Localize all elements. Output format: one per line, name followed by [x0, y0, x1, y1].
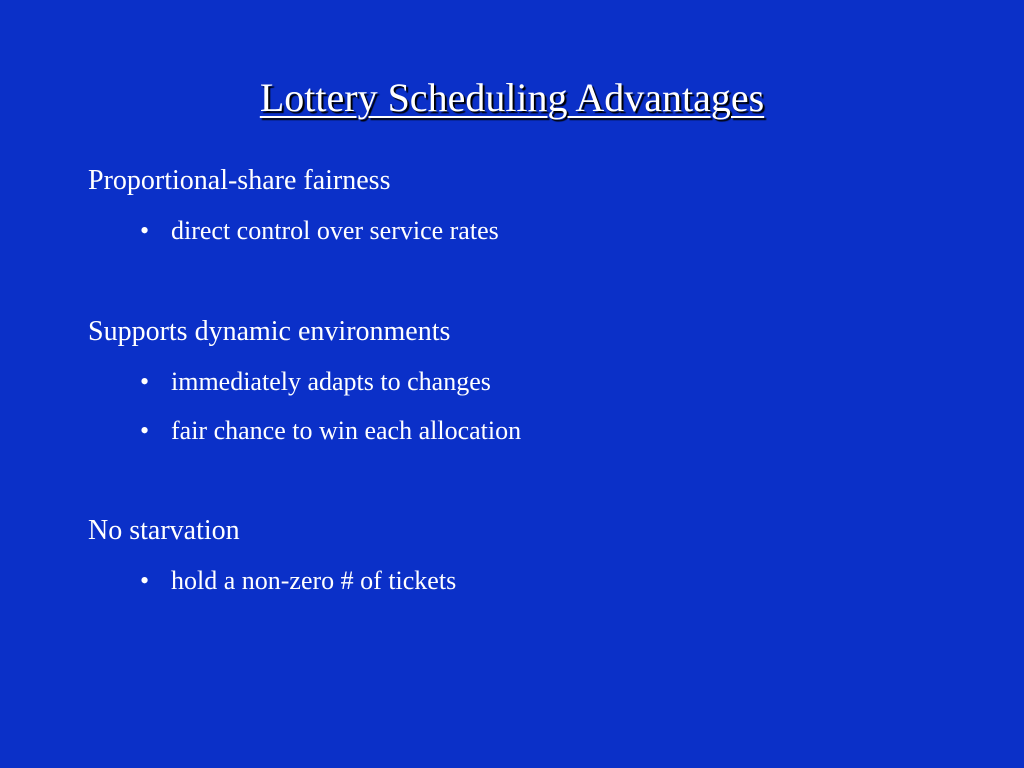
bullet-text: immediately adapts to changes — [171, 367, 491, 396]
bullet-text: fair chance to win each allocation — [171, 416, 522, 445]
bullet-item-adapts-to-changes — [140, 366, 491, 398]
bullet-text: hold a non-zero # of tickets — [171, 566, 457, 595]
bullet-icon: • — [140, 367, 150, 396]
section-heading-proportional-share: Proportional-share fairness — [88, 165, 391, 196]
section-heading-dynamic-environments: Supports dynamic environments — [88, 316, 451, 347]
section-heading-no-starvation: No starvation — [88, 515, 240, 546]
bullet-item-non-zero-tickets — [140, 565, 456, 597]
bullet-item-fair-chance — [140, 415, 521, 447]
slide-title: Lottery Scheduling Advantages — [259, 75, 765, 120]
bullet-icon: • — [140, 216, 150, 245]
bullet-text: direct control over service rates — [171, 216, 499, 245]
bullet-icon: • — [140, 416, 150, 445]
bullet-icon: • — [140, 566, 150, 595]
bullet-item-direct-control — [140, 215, 499, 247]
